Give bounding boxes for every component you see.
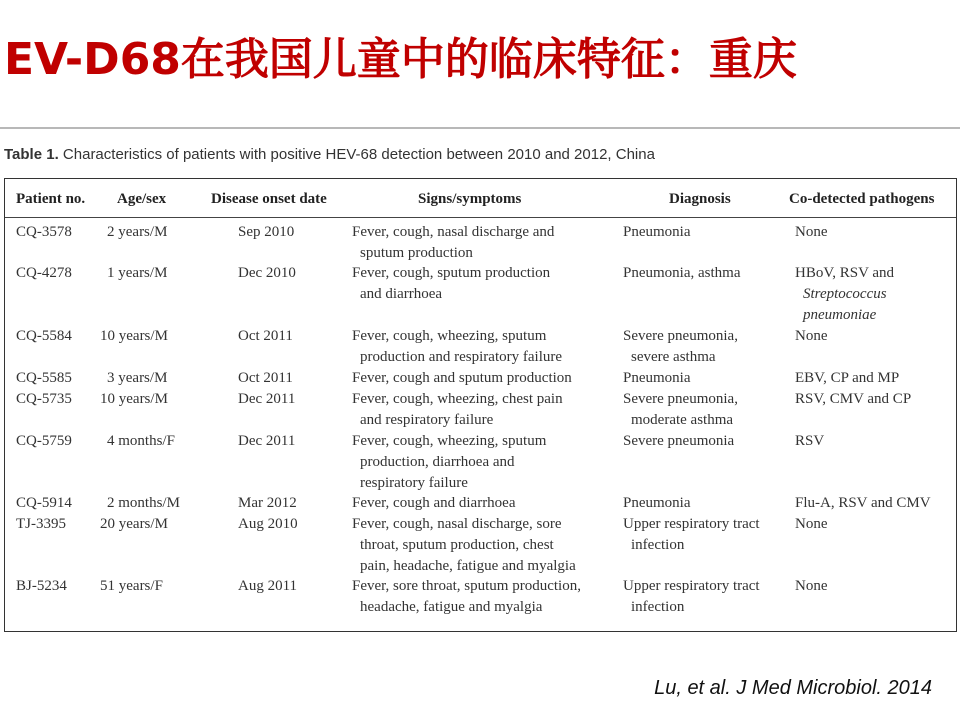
cell-patient: CQ-5585: [16, 370, 72, 386]
cell-pathogens-line: None: [795, 328, 828, 344]
cell-diagnosis-line: Pneumonia: [623, 495, 691, 511]
cell-date: Aug 2011: [238, 578, 298, 594]
cell-pathogens-line: None: [795, 224, 828, 240]
table-caption: [4, 146, 655, 163]
cell-patient: CQ-5914: [16, 495, 72, 511]
cell-symptoms-line: throat, sputum production, chest: [360, 537, 554, 553]
cell-patient: CQ-5584: [16, 328, 72, 344]
cell-symptoms-line: Fever, cough, nasal discharge and: [352, 224, 555, 240]
header-co-detected-pathogens: Co-detected pathogens: [789, 191, 935, 207]
cell-patient: CQ-5735: [16, 391, 72, 407]
cell-symptoms-line: and diarrhoea: [360, 286, 443, 302]
cell-symptoms-line: and respiratory failure: [360, 412, 494, 428]
cell-diagnosis-line: Severe pneumonia,: [623, 391, 738, 407]
cell-age: 2 months/M: [107, 495, 180, 511]
cell-diagnosis-line: infection: [631, 599, 685, 615]
cell-symptoms-line: Fever, cough, wheezing, chest pain: [352, 391, 563, 407]
cell-patient: CQ-4278: [16, 265, 72, 281]
cell-symptoms-line: Fever, cough, wheezing, sputum: [352, 433, 547, 449]
cell-age: 20 years/M: [100, 516, 168, 532]
header-patient-no: Patient no.: [16, 191, 86, 207]
cell-age: 10 years/M: [100, 391, 168, 407]
cell-date: Mar 2012: [238, 495, 297, 511]
cell-date: Oct 2011: [238, 328, 293, 344]
cell-diagnosis-line: Upper respiratory tract: [623, 578, 760, 594]
cell-diagnosis-line: Pneumonia, asthma: [623, 265, 741, 281]
patient-table: [4, 178, 957, 632]
cell-date: Dec 2010: [238, 265, 296, 281]
header-signs-symptoms: Signs/symptoms: [418, 191, 522, 207]
cell-pathogens-line: RSV: [795, 433, 825, 449]
cell-diagnosis-line: Upper respiratory tract: [623, 516, 760, 532]
header-onset-date: Disease onset date: [211, 191, 327, 207]
cell-pathogens-line: EBV, CP and MP: [795, 370, 900, 386]
table-caption-text: Characteristics of patients with positive HEV-68 detection between 2010 and 2012, China: [62, 146, 655, 163]
header-divider: [5, 217, 956, 218]
citation: Lu, et al. J Med Microbiol. 2014: [654, 677, 932, 699]
cell-date: Sep 2010: [238, 224, 295, 240]
cell-pathogens-line: pneumoniae: [803, 307, 877, 323]
cell-symptoms-line: Fever, cough, sputum production: [352, 265, 551, 281]
cell-patient: BJ-5234: [16, 578, 67, 594]
cell-pathogens-line: Flu-A, RSV and CMV: [795, 495, 931, 511]
cell-pathogens-line: HBoV, RSV and: [795, 265, 895, 281]
cell-date: Dec 2011: [238, 433, 296, 449]
cell-symptoms-line: pain, headache, fatigue and myalgia: [360, 558, 576, 574]
cell-age: 2 years/M: [107, 224, 168, 240]
cell-age: 4 months/F: [107, 433, 175, 449]
cell-date: Dec 2011: [238, 391, 296, 407]
cell-symptoms-line: sputum production: [360, 245, 473, 261]
cell-age: 51 years/F: [100, 578, 163, 594]
cell-age: 3 years/M: [107, 370, 168, 386]
cell-pathogens-line: Streptococcus: [803, 286, 887, 302]
cell-symptoms-line: production, diarrhoea and: [360, 454, 515, 470]
cell-symptoms-line: Fever, cough, nasal discharge, sore: [352, 516, 562, 532]
cell-diagnosis-line: infection: [631, 537, 685, 553]
cell-pathogens-line: RSV, CMV and CP: [795, 391, 912, 407]
cell-date: Aug 2010: [238, 516, 298, 532]
cell-age: 1 years/M: [107, 265, 168, 281]
cell-patient: CQ-5759: [16, 433, 72, 449]
cell-date: Oct 2011: [238, 370, 293, 386]
cell-symptoms-line: Fever, cough and diarrhoea: [352, 495, 516, 511]
cell-diagnosis-line: Severe pneumonia: [623, 433, 735, 449]
cell-patient: TJ-3395: [16, 516, 66, 532]
cell-symptoms-line: headache, fatigue and myalgia: [360, 599, 543, 615]
cell-age: 10 years/M: [100, 328, 168, 344]
cell-patient: CQ-3578: [16, 224, 72, 240]
cell-diagnosis-line: moderate asthma: [631, 412, 734, 428]
header-age-sex: Age/sex: [117, 191, 167, 207]
cell-symptoms-line: Fever, cough and sputum production: [352, 370, 572, 386]
cell-pathogens-line: None: [795, 516, 828, 532]
cell-symptoms-line: production and respiratory failure: [360, 349, 563, 365]
cell-diagnosis-line: Pneumonia: [623, 370, 691, 386]
cell-symptoms-line: respiratory failure: [360, 475, 468, 491]
cell-pathogens-line: None: [795, 578, 828, 594]
cell-diagnosis-line: severe asthma: [631, 349, 716, 365]
slide-title: EV-D68在我国儿童中的临床特征：重庆: [4, 34, 797, 85]
header-diagnosis: Diagnosis: [669, 191, 731, 207]
cell-diagnosis-line: Severe pneumonia,: [623, 328, 738, 344]
cell-symptoms-line: Fever, cough, wheezing, sputum: [352, 328, 547, 344]
cell-symptoms-line: Fever, sore throat, sputum production,: [352, 578, 581, 594]
table-caption-label: Table 1.: [4, 146, 59, 163]
title-divider: [0, 127, 960, 129]
cell-diagnosis-line: Pneumonia: [623, 224, 691, 240]
